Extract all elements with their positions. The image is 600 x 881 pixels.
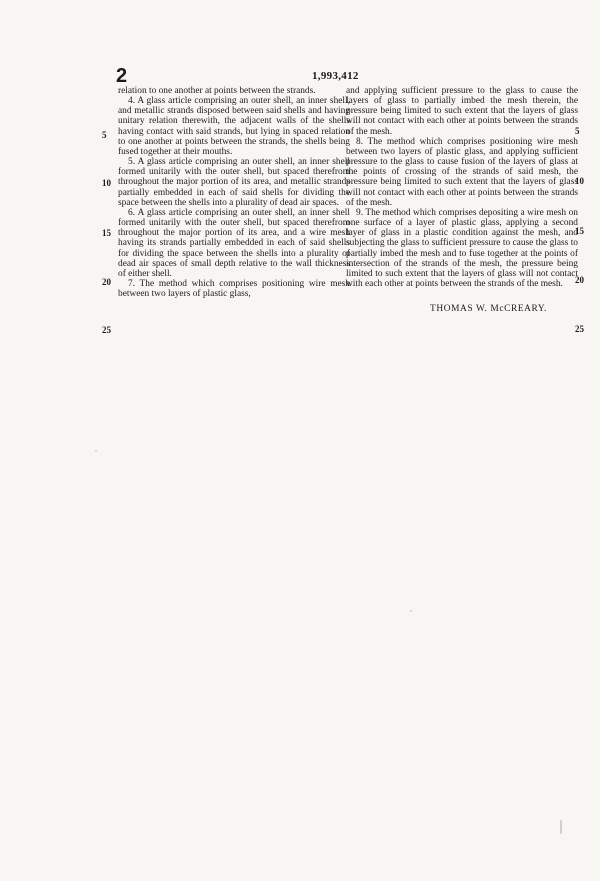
line-number-right: 5: [575, 126, 580, 136]
scan-speck: [95, 450, 97, 452]
right-text-column: [346, 86, 578, 289]
line-number-left: 20: [102, 277, 111, 287]
claim-paragraph: 8. The method which comprises positioning wire mesh between two layers of plastic glass, and applying sufficient pressure to the glass to cause fusion of the layers of glass at the points of crossing of the strands of said mesh, the pressure being limited to such extent that the layers of glass will not contact with each other at points between the strands of the mesh.: [346, 136, 578, 208]
inventor-signature: THOMAS W. McCREARY.: [430, 304, 547, 314]
line-number-right: 10: [575, 176, 584, 186]
line-number-left: 25: [102, 325, 111, 335]
line-number-left: 15: [102, 228, 111, 238]
claim-paragraph: 6. A glass article comprising an outer shell, an inner shell formed unitarily with the outer shell, but spaced therefrom throughout the major portion of its area, and a wire mesh having its strands partially embedded in each of said shells for dividing the space between the shells into a plurality of dead air spaces of small depth relative to the wall thickness of either shell.: [118, 207, 350, 279]
scan-speck: [410, 610, 412, 612]
scan-mark: [560, 820, 562, 834]
page-number: 2: [116, 65, 128, 87]
line-number-right: 25: [575, 324, 584, 334]
claim-paragraph: 9. The method which comprises depositing a wire mesh on one surface of a layer of plastic glass, applying a second layer of glass in a plastic condition against the mesh, and subjecting the glass to sufficient pressure to cause the glass to partially imbed the mesh and to fuse together at the points of intersection of the strands of the mesh, the pressure being limited to such extent that the layers of glass will not contact with each other at points between the strands of the mesh.: [346, 207, 578, 289]
line-number-right: 15: [575, 226, 584, 236]
claim-paragraph: relation to one another at points between the strands.: [118, 86, 316, 96]
line-number-right: 20: [575, 275, 584, 285]
claim-paragraph: 4. A glass article comprising an outer shell, an inner shell, and metallic strands disposed between said shells and having unitary relation therewith, the adjacent walls of the shells having contact with said strands, but lying in spaced relation to one another at points between the strands, the shells being fused together at their mouths.: [118, 96, 350, 157]
claim-paragraph: 7. The method which comprises positioning wire mesh between two layers of plastic glass,: [118, 278, 350, 300]
left-text-column: [118, 86, 350, 299]
claim-paragraph: and applying sufficient pressure to the glass to cause the layers of glass to partially imbed the mesh therein, the pressure being limited to such extent that the layers of glass will not contact with each other at points between the strands of the mesh.: [346, 86, 578, 137]
patent-number: 1,993,412: [312, 70, 359, 82]
line-number-left: 5: [102, 130, 107, 140]
line-number-left: 10: [102, 178, 111, 188]
claim-paragraph: 5. A glass article comprising an outer shell, an inner shell formed unitarily with the outer shell, but spaced therefrom throughout the major portion of its area, and metallic strands partially embedded in each of said shells for dividing the space between the shells into a plurality of dead air spaces.: [118, 157, 350, 208]
